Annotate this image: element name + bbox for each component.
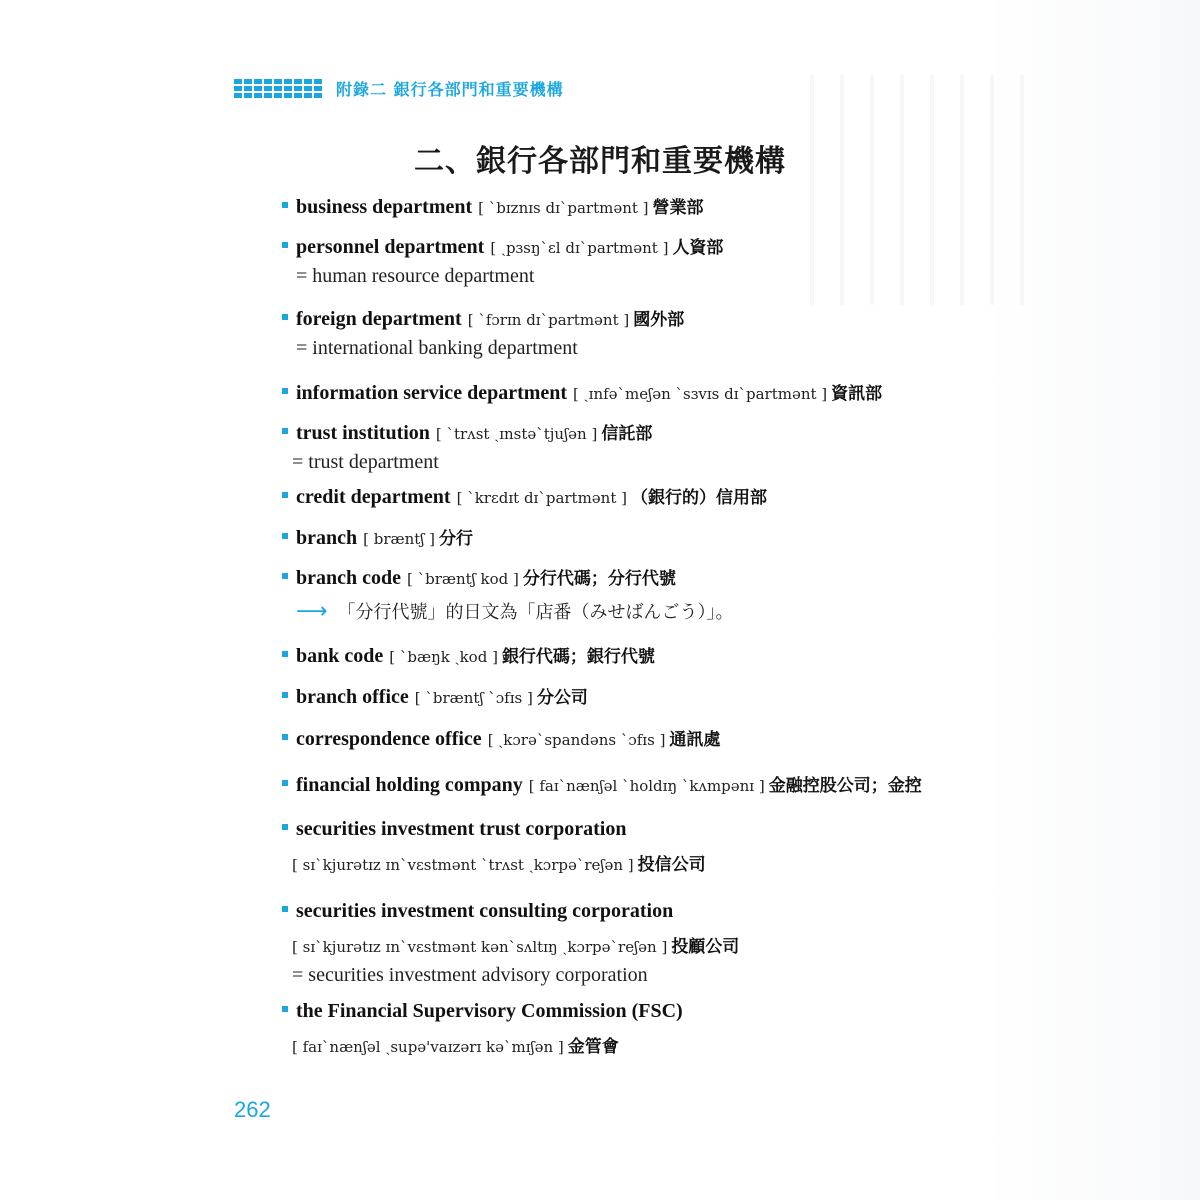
entry-pronunciation: [ bræntʃ ] <box>363 530 435 548</box>
vocab-entry <box>282 900 739 987</box>
entry-pronunciation: [ `krɛdɪt dɪ`partmənt ] <box>456 489 627 507</box>
entry-pronunciation: [ sɪ`kjurətɪz ɪn`vɛstmənt `trʌst ˏkɔrpə`reʃən ] <box>292 856 634 874</box>
entry-term: bank code <box>296 645 384 667</box>
entry-translation: 投信公司 <box>637 855 706 875</box>
vocab-entry <box>282 483 767 509</box>
entry-term: information service department <box>296 382 568 404</box>
entry-term: the Financial Supervisory Commission (FSC) <box>296 1000 683 1022</box>
entry-term: foreign department <box>296 308 462 330</box>
vocab-entry <box>282 725 720 751</box>
vocab-entry <box>282 193 704 219</box>
vocab-entry <box>282 771 922 797</box>
entry-translation: 分公司 <box>536 688 588 708</box>
bullet-icon <box>282 388 288 394</box>
vocab-entry <box>282 1000 683 1058</box>
vocab-entry <box>282 379 882 405</box>
vocab-entry <box>282 524 473 550</box>
entry-note <box>296 598 734 624</box>
vocab-entry <box>282 818 706 876</box>
bullet-icon <box>282 906 288 912</box>
entry-translation: 金融控股公司；金控 <box>768 776 922 796</box>
entry-pronunciation: [ ˏkɔrə`spandəns `ɔfɪs ] <box>487 731 666 749</box>
bullet-icon <box>282 573 288 579</box>
entry-term: securities investment trust corporation <box>296 818 627 840</box>
bullet-icon <box>282 780 288 786</box>
entry-translation: 投顧公司 <box>671 937 740 957</box>
bullet-icon <box>282 824 288 830</box>
bullet-icon <box>282 202 288 208</box>
vocab-entry <box>282 683 588 709</box>
bullet-icon <box>282 533 288 539</box>
page-title: 二、銀行各部門和重要機構 <box>414 144 786 179</box>
entry-term: branch office <box>296 686 409 708</box>
entry-pronunciation: [ `bæŋk ˏkod ] <box>389 648 498 666</box>
entry-term: personnel department <box>296 236 485 258</box>
entry-equivalent: = trust department <box>292 451 439 473</box>
entry-term: trust institution <box>296 422 430 444</box>
entry-pronunciation: [ ˏpɜsŋ`ɛl dɪ`partmənt ] <box>490 239 669 257</box>
entry-pronunciation: [ ˏɪnfə`meʃən `sɜvɪs dɪ`partmənt ] <box>573 385 828 403</box>
header-section-title: 附錄二 銀行各部門和重要機構 <box>336 80 564 99</box>
bullet-icon <box>282 428 288 434</box>
bullet-icon <box>282 242 288 248</box>
entry-pronunciation: [ faɪ`nænʃəl `holdɪŋ `kʌmpənɪ ] <box>528 777 765 795</box>
entry-translation: 國外部 <box>633 310 685 330</box>
vocab-entry <box>282 233 723 288</box>
entry-translation: 信託部 <box>601 424 653 444</box>
header-block-icon <box>234 79 322 98</box>
bullet-icon <box>282 314 288 320</box>
vocab-entry <box>282 564 734 624</box>
bullet-icon <box>282 734 288 740</box>
bullet-icon <box>282 651 288 657</box>
entry-pronunciation: [ `fɔrɪn dɪ`partmənt ] <box>467 311 630 329</box>
entry-translation: 人資部 <box>672 238 724 258</box>
entry-pronunciation: [ sɪ`kjurətɪz ɪn`vɛstmənt kən`sʌltɪŋ ˏkɔrpə`reʃən ] <box>292 938 668 956</box>
entry-translation: 金管會 <box>567 1037 619 1057</box>
running-header <box>234 77 564 100</box>
entry-translation: （銀行的）信用部 <box>631 488 767 508</box>
entry-term: business department <box>296 196 473 218</box>
entry-note-text: 「分行代號」的日文為「店番（みせばんごう）」。 <box>337 602 734 623</box>
entry-equivalent: = international banking department <box>296 337 578 359</box>
entry-term: branch <box>296 527 358 549</box>
arrow-right-icon: ⟶ <box>296 599 328 624</box>
entry-term: credit department <box>296 486 451 508</box>
entry-term: branch code <box>296 567 401 589</box>
entry-translation: 分行 <box>439 529 473 549</box>
entry-translation: 營業部 <box>652 198 704 218</box>
vocab-entry <box>282 305 684 360</box>
background-watermark <box>800 75 1050 305</box>
entry-term: financial holding company <box>296 774 523 796</box>
entry-pronunciation: [ faɪ`nænʃəl ˏsupə'vaɪzərɪ kə`mɪʃən ] <box>292 1038 564 1056</box>
entry-term: securities investment consulting corporation <box>296 900 674 922</box>
entry-translation: 通訊處 <box>669 730 721 750</box>
entry-pronunciation: [ `trʌst ˏɪnstə`tjuʃən ] <box>435 425 598 443</box>
entry-translation: 銀行代碼；銀行代號 <box>501 647 655 667</box>
entry-pronunciation: [ `bræntʃ `ɔfɪs ] <box>414 689 533 707</box>
entry-translation: 資訊部 <box>831 384 883 404</box>
vocab-entry <box>282 642 655 668</box>
page-number: 262 <box>234 1097 271 1122</box>
entry-equivalent: = securities investment advisory corporation <box>292 964 648 986</box>
vocab-entry <box>282 419 652 474</box>
entry-term: correspondence office <box>296 728 482 750</box>
entry-pronunciation: [ `bɪznɪs dɪ`partmənt ] <box>478 199 649 217</box>
entry-translation: 分行代碼；分行代號 <box>522 569 676 589</box>
bullet-icon <box>282 492 288 498</box>
entry-equivalent: = human resource department <box>296 265 535 287</box>
bullet-icon <box>282 692 288 698</box>
bullet-icon <box>282 1006 288 1012</box>
entry-pronunciation: [ `bræntʃ kod ] <box>407 570 519 588</box>
